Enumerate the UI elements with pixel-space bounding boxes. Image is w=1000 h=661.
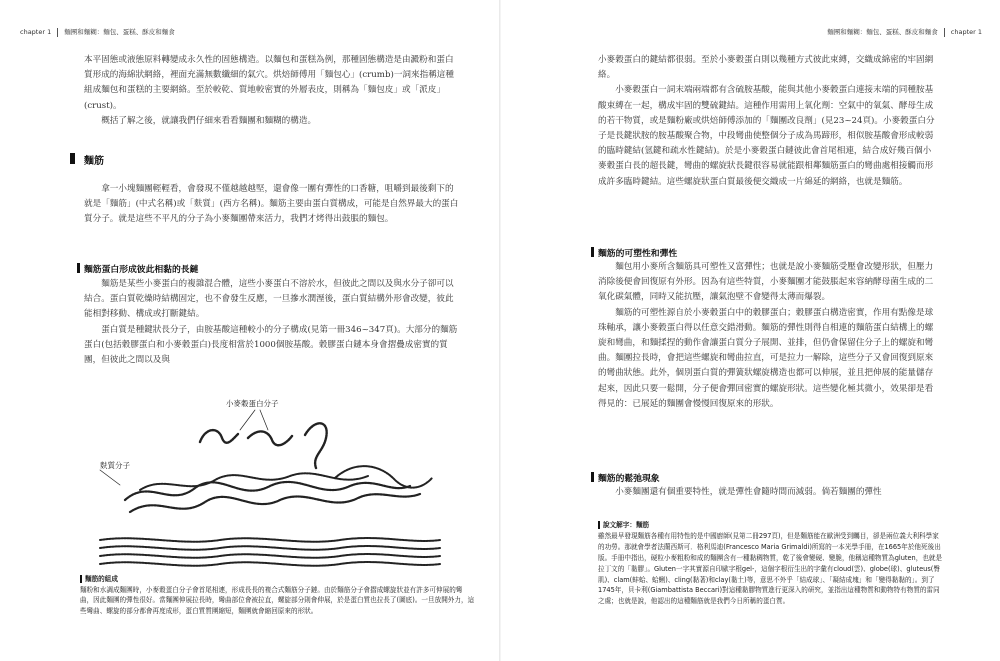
paragraph: 蛋白質是種鍵狀長分子，由胺基酸這種較小的分子構成(見第一冊346~347頁)。大部分的麵筋蛋白(包括穀膠蛋白和小麥穀蛋白)長度相當於1000個胺基酸。穀膠蛋白鏈本身會摺疊成密實的質團，但彼此之間以及與 — [84, 324, 458, 366]
figure-caption — [80, 574, 475, 616]
right-chapter-title: 麵團和麵糊：麵包、蛋糕、酥皮和麵食 — [827, 28, 938, 36]
gluten-section-text — [84, 182, 462, 228]
paragraph: 小麥穀蛋白一詞末端兩端都有含硫胺基酸，能與其他小麥穀蛋白連接末端的同種胺基酸束縛在一起，構成牢固的雙硫鍵結。這種作用需用上氧化劑：空氣中的氧氣、酵母生成的若干物質，或是麵粉廠或烘焙師傅添加的「麵團改良劑」(見23~24頁)。小麥穀蛋白分子是長鍵狀胺的胺基酸聚合物，中段彎曲使整個分子成為馬蹄形，相似胺基酸會形成較弱的臨時鍵結(氫鍵和疏水性鍵結)。於是小麥穀蛋白鏈彼此會首尾相連，結合成好幾百個小麥穀蛋白長的超長鍵，彎曲的螺旋狀長鍵很容易就能跟相鄰麵筋蛋白的彎曲處相接觸而形成許多臨時鍵結。這些螺旋狀蛋白質最後便交織成一片綿延的網絡，也就是麵筋。 — [598, 85, 935, 187]
right-chapter-label: chapter 1 — [950, 28, 982, 36]
running-head-divider — [57, 28, 58, 37]
section-heading-bonds: 麵筋蛋白形成彼此相黏的長鏈 — [84, 262, 198, 275]
bonds-section-text — [84, 277, 462, 368]
plasticity-section-text — [598, 260, 938, 412]
paragraph: 麵筋是某些小麥蛋白的複雜混合體，這些小麥蛋白不溶於水，但彼此之間以及與水分子卻可以結合。蛋白質乾燥時結構固定，也不會發生反應，一旦摻水潤溼後，蛋白質結構外形會改變，彼此能相對移動、構成或打斷鍵結。 — [84, 279, 454, 320]
left-intro-text — [84, 53, 462, 129]
paragraph: 本平固態或液態原料轉變成永久性的固態構造。以麵包和蛋糕為例，那種固態構造是由澱粉和蛋白質形成的海綿狀網絡，裡面充滿無數纖細的氣穴。烘焙師傅用「麵包心」(crumb)一詞來指稱這種組成麵包和蛋糕的主要網絡。至於較乾、質地較密實的外層表皮，則稱為「麵包皮」或「派皮」(crust)。 — [84, 55, 454, 111]
caption-text: 麵粉和水調成麵團時，小麥穀蛋白分子會首尾相連，形成長長的複合式麵筋分子鏈。由於麵筋分子會摺成螺旋狀並有許多可伸展的彎曲，因此麵團的彈性很好。當麵團伸展拉長時，彎曲部位會被拉直，螺旋部分則會伸展，於是蛋白質也拉長了(圖底)。一旦放開外力，這些彎曲、螺旋的部分都會再度成形，蛋白質質團縮短，麵團就會縮回原來的形狀。 — [80, 585, 475, 615]
paragraph: 拿一小塊麵團輕輕看，會發現不僅越越越堅，還會像一團有彈性的口香糖，咀嚼到最後剩下的就是「麵筋」(中式名稱)或「麩質」(西方名稱)。麵筋主要由蛋白質構成，可能是自然界最大的蛋白質分子。就是這些不平凡的分子為小麥麵團帶來活力，我們才烤得出鼓脹的麵包。 — [84, 184, 459, 225]
section-heading-plasticity: 麵筋的可塑性和彈性 — [598, 246, 677, 259]
section-heading-slack: 麵筋的鬆弛現象 — [598, 471, 660, 484]
right-running-head — [827, 27, 982, 37]
gluten-molecule-illustration — [80, 390, 460, 580]
sidebar-title: 說文解字：麵筋 — [598, 520, 943, 531]
left-chapter-title: 麵團和麵糊：麵包、蛋糕、酥皮和麵食 — [64, 28, 175, 36]
paragraph: 麵包用小麥所含麵筋具可塑性又富彈性；也就是說小麥麵筋受壓會改變形狀，但壓力消除後便會回復原有外形。因為有這些特質，小麥麵團才能鼓脹起來容納酵母菌生成的二氧化碳氣體，同時又能抗壓，讓氣泡壁不會變得太薄而爆裂。 — [598, 262, 934, 303]
gluten-structure-figure — [80, 390, 460, 580]
slack-section-text — [598, 485, 938, 500]
paragraph: 小麥穀蛋白的鍵結都很弱。至於小麥穀蛋白則以幾種方式彼此束縛，交織成綿密的牢固網絡。 — [598, 55, 934, 81]
paragraph: 小麥麵團還有個重要特性，就是彈性會隨時間而減弱。倘若麵團的彈性 — [615, 487, 882, 497]
sidebar-text: 雖然最早發現麵筋各種有用特性的是中國廚師(見第二冊297頁)，但是麵筋能在歐洲受到矚目，卻是兩位義大利科學家的功勞。那就會學者法蘭西斯可．格利馬迪(Francesco Maria Grimaldi)所寫的一本光學手冊，在1665年於他死後出版。手冊中指出，硬粒小麥粗粉和成的麵團含有一種黏稠物質，乾了後會變硬、變脆，他稱這種物質為gluten，也就是拉丁文的「黏膠」。Gluten一字其實源自印歐字根gel-，這個字根衍生出的字彙有cloud(雲)、globe(球)、gluteus(臀肌)、clam(蚌蛤、蛤蜊)、cling(黏著)和clay(黏土)等，意思不外乎「結成球」、「凝結成塊」和「變得黏黏的」。到了1745年，貝卡利(Giambattista Beccari)對這種黏膠物質進行更深入的研究，並指出這種物質和動物特有物質的雷同之處；也就是說，他認出的這種麵筋就是我們今日所稱的蛋白質。 — [598, 531, 943, 606]
word-origin-sidebar — [598, 520, 943, 607]
caption-title: 麵筋的組成 — [80, 574, 475, 585]
running-head-divider — [944, 28, 945, 37]
paragraph: 概括了解之後，就讓我們仔細來看看麵團和麵糊的構造。 — [101, 115, 317, 126]
paragraph: 麵筋的可塑性源自於小麥穀蛋白中的穀膠蛋白；穀膠蛋白構造密實，作用有點像是球珠軸承，讓小麥穀蛋白得以任意交錯滑動。麵筋的彈性則得自相連的麵筋蛋白結構上的螺旋和彎曲，和麵揉捏的動作會讓蛋白質分子展開、並排，但仍會保留住分子上的螺旋和彎曲。麵團拉長時，會把這些螺旋和彎曲拉直，可是拉力一解除，這些分子又會回復到原來的彎曲狀態。此外，個別蛋白質的彈簧狀螺旋構造也都可以伸展，並且把伸展的能量儲存起來，因此只要一鬆開，分子便會彈回密實的螺旋形狀。這些變化極其微小，效果卻是看得見的：已展延的麵團會慢慢回復原來的形狀。 — [598, 307, 934, 409]
left-chapter-label: chapter 1 — [20, 28, 52, 36]
section-heading-gluten: 麵筋 — [84, 152, 104, 167]
right-intro-text — [598, 53, 938, 190]
figure-label-gluten: 麩質分子 — [100, 461, 130, 470]
figure-label-glutenin: 小麥穀蛋白分子 — [226, 399, 279, 408]
left-running-head — [20, 27, 175, 37]
